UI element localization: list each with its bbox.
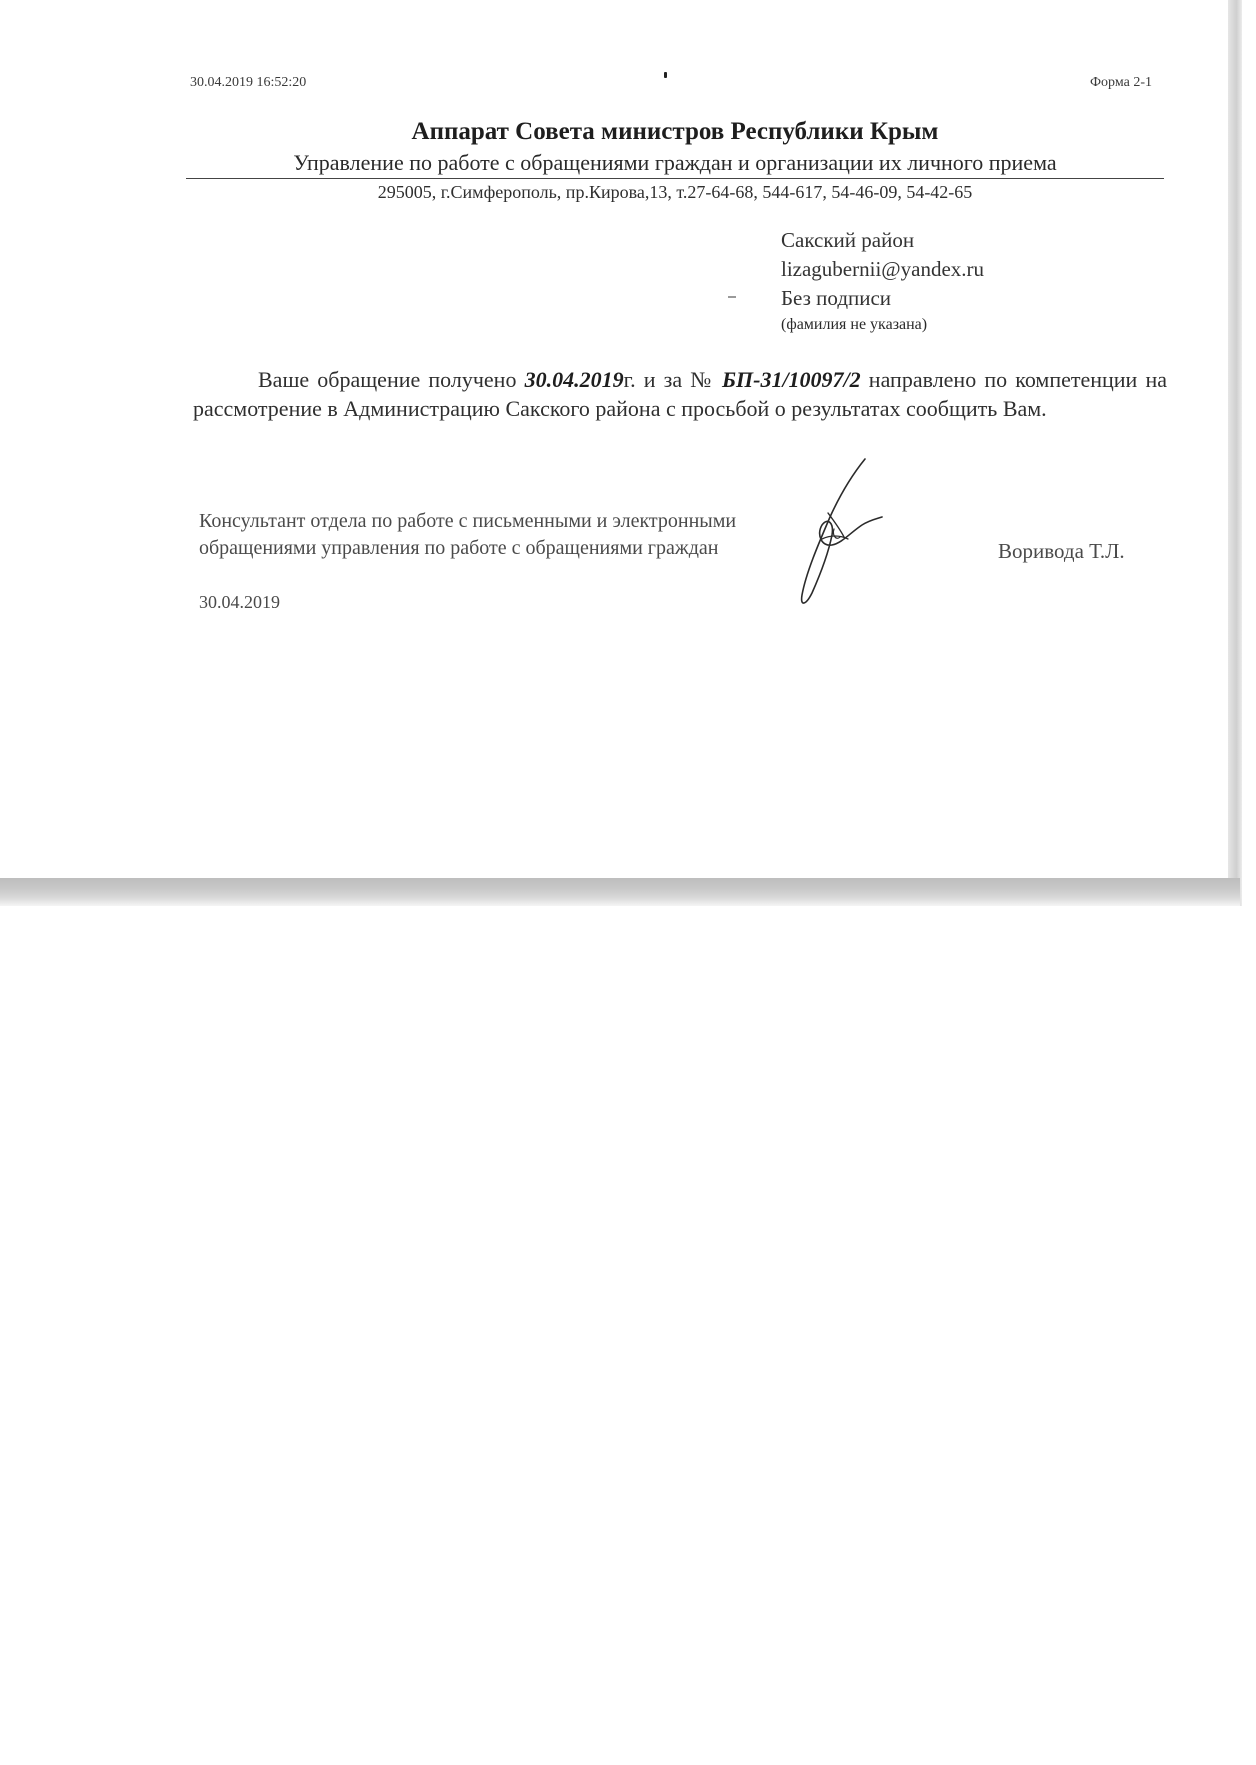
organization-department: Управление по работе с обращениями граждан и организации их личного приема [293,150,1057,175]
message-part-3: направлено по компетенции на рассмотрение в Администрацию Сакского района с просьбой о результатах сообщить Вам. [193,367,1168,421]
print-datetime: 30.04.2019 16:52:20 [190,75,307,90]
addressee-signature-status: Без подписи [781,286,892,310]
message-body [193,365,1167,423]
organization-title: Аппарат Совета министров Республики Крым [411,118,939,145]
handwritten-signature [770,455,890,615]
signatory-name: Воривода Т.Л. [998,539,1125,563]
header-rule [186,178,1164,179]
message-part-1: Ваше обращение получено [258,367,525,392]
signatory-date: 30.04.2019 [199,592,280,612]
addressee-block [781,226,984,337]
received-date: 30.04.2019 [524,367,624,392]
addressee-district: Сакский район [781,228,915,252]
scan-artifact-dash [728,296,736,298]
form-label: Форма 2-1 [1090,75,1152,90]
signatory-position: Консультант отдела по работе с письменными и электронными обращениями управления по работе с обращениями граждан [199,510,737,559]
registration-number: БП-31/10097/2 [722,367,861,392]
scan-artifact-dot [664,72,667,78]
scanned-sheet [0,0,1228,878]
organization-address: 295005, г.Симферополь, пр.Кирова,13, т.27-64-68, 544-617, 54-46-09, 54-42-65 [377,182,973,202]
message-part-2: г. и за № [623,367,723,392]
addressee-note: (фамилия не указана) [781,316,928,333]
addressee-email: lizagubernii@yandex.ru [781,257,985,281]
sheet-bottom-shadow [0,878,1240,906]
sheet-edge-shadow [1228,0,1242,906]
